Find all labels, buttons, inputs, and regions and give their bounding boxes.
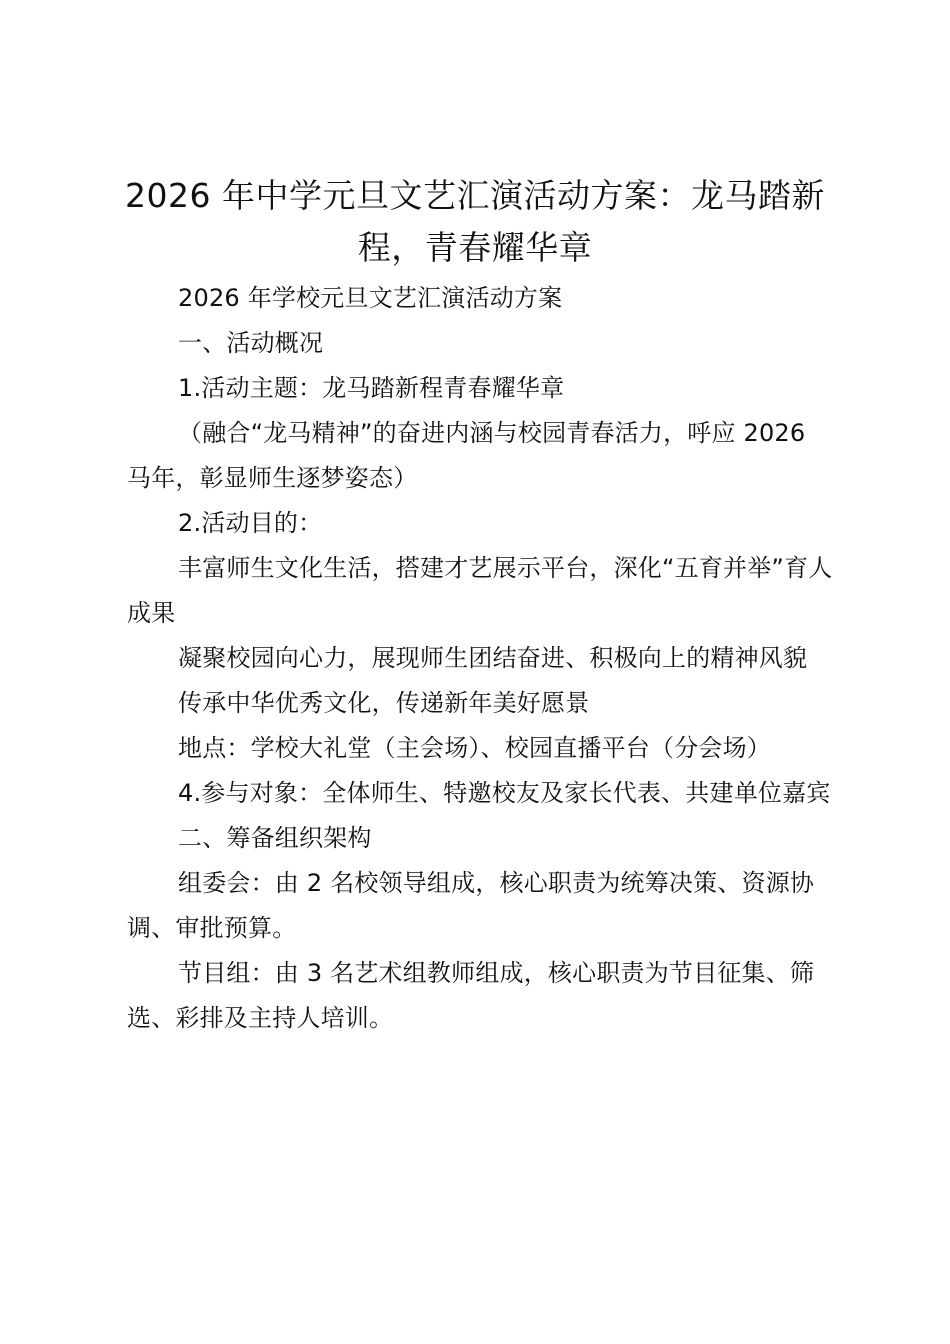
- section-heading-overview: 一、活动概况: [178, 329, 324, 357]
- organizing-committee: 组委会：由 2 名校领导组成，核心职责为统筹决策、资源协调、审批预算。: [127, 869, 815, 942]
- purpose-item-1: 丰富师生文化生活，搭建才艺展示平台，深化“五育并举”育人成果: [127, 554, 833, 627]
- theme-description: （融合“龙马精神”的奋进内涵与校园青春活力，呼应 2026 马年，彰显师生逐梦姿态）: [127, 419, 806, 492]
- subtitle-line: 2026 年学校元旦文艺汇演活动方案: [178, 284, 563, 312]
- purpose-item-3: 传承中华优秀文化，传递新年美好愿景: [178, 689, 590, 717]
- participants: 4.参与对象：全体师生、特邀校友及家长代表、共建单位嘉宾: [178, 779, 831, 807]
- purpose-item-2: 凝聚校园向心力，展现师生团结奋进、积极向上的精神风貌: [178, 644, 808, 672]
- section-heading-organization: 二、筹备组织架构: [178, 824, 372, 852]
- document-body: [127, 276, 835, 1041]
- document-title: 2026 年中学元旦文艺汇演活动方案：龙马踏新程，青春耀华章: [125, 176, 825, 267]
- activity-location: 地点：学校大礼堂（主会场）、校园直播平台（分会场）: [178, 734, 771, 762]
- activity-purpose-heading: 2.活动目的：: [178, 509, 323, 537]
- activity-theme: 1.活动主题：龙马踏新程青春耀华章: [178, 374, 565, 402]
- program-group: 节目组：由 3 名艺术组教师组成，核心职责为节目征集、筛选、彩排及主持人培训。: [127, 959, 815, 1032]
